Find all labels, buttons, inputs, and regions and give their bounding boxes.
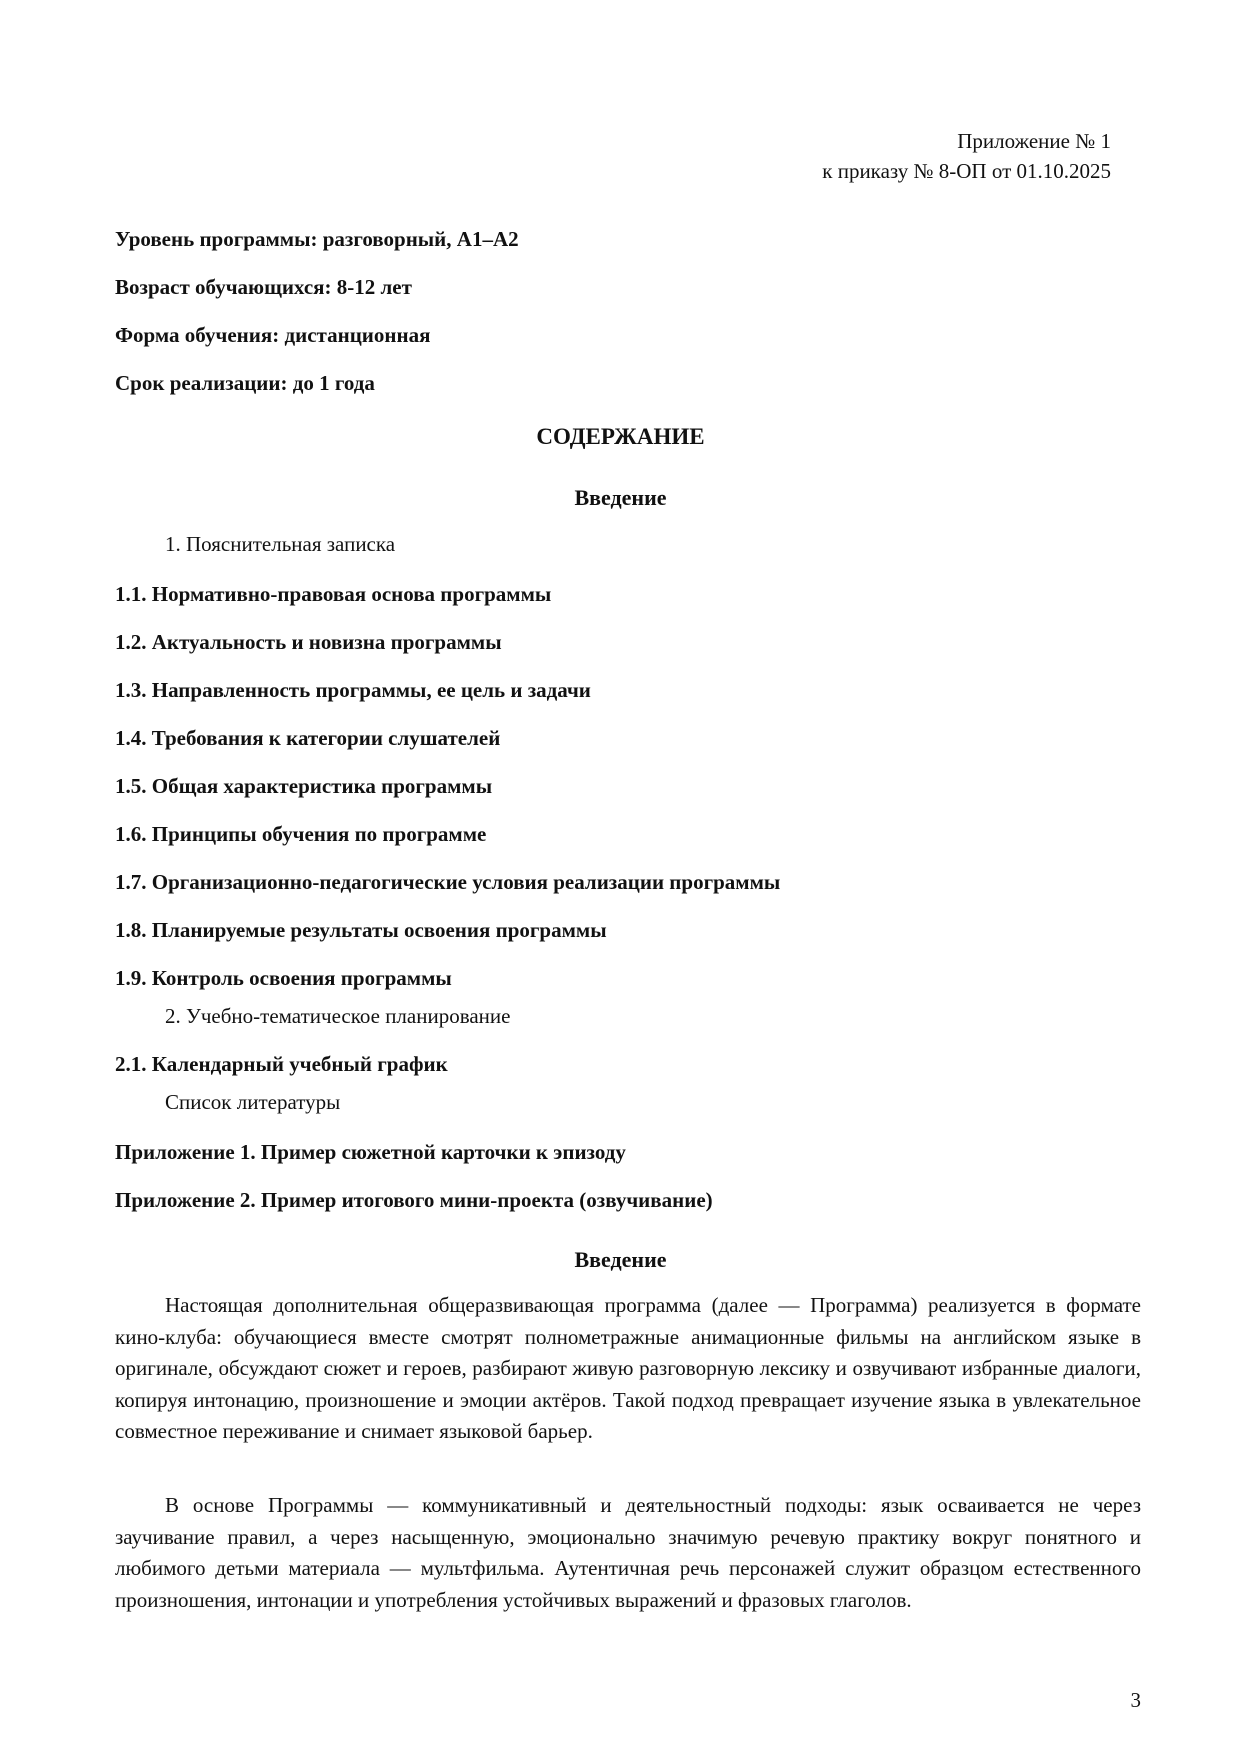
intro-paragraph-2: В основе Программы — коммуникативный и деятельностный подходы: язык осваивается не через заучивание правил, а через насыщенную, эмоционально значимую речевую практику вокруг понятного и любимого детьми материала — мультфильма. Аутентичная речь персонажей служит образцом естественного произношения, интонации и употребления устойчивых выражений и фразовых глаголов. bbox=[115, 1493, 1141, 1612]
toc-item: 1.3. Направленность программы, ее цель и задачи bbox=[115, 678, 591, 702]
toc-item: 1.6. Принципы обучения по программе bbox=[115, 822, 487, 846]
toc-item: 2. Учебно-тематическое планирование bbox=[165, 1004, 511, 1028]
toc-item: 1. Пояснительная записка bbox=[165, 532, 396, 556]
toc-item: 1.1. Нормативно-правовая основа программы bbox=[115, 582, 552, 606]
toc-item: Приложение 1. Пример сюжетной карточки к эпизоду bbox=[115, 1140, 626, 1164]
toc-item: 1.9. Контроль освоения программы bbox=[115, 966, 452, 990]
toc-title: СОДЕРЖАНИЕ bbox=[536, 424, 705, 449]
toc-item: 1.2. Актуальность и новизна программы bbox=[115, 630, 502, 654]
toc-item: Список литературы bbox=[165, 1090, 341, 1114]
program-meta bbox=[115, 219, 519, 411]
student-age: Возраст обучающихся: 8-12 лет bbox=[115, 275, 412, 299]
toc-item: Приложение 2. Пример итогового мини-проекта (озвучивание) bbox=[115, 1188, 713, 1212]
toc-item: 2.1. Календарный учебный график bbox=[115, 1052, 448, 1076]
study-form: Форма обучения: дистанционная bbox=[115, 323, 431, 347]
toc-item: 1.4. Требования к категории слушателей bbox=[115, 726, 501, 750]
toc-item: 1.7. Организационно-педагогические условия реализации программы bbox=[115, 870, 781, 894]
intro-paragraph-1: Настоящая дополнительная общеразвивающая программа (далее — Программа) реализуется в формате кино-клуба: обучающиеся вместе смотрят полнометражные анимационные фильмы на английском языке в оригинале, обсуждают сюжет и героев, разбирают живую разговорную лексику и озвучивают избранные диалоги, копируя интонацию, произношение и эмоции актёров. Такой подход превращает изучение языка в увлекательное совместное переживание и снимает языковой барьер. bbox=[115, 1293, 1141, 1443]
toc-item: 1.8. Планируемые результаты освоения программы bbox=[115, 918, 607, 942]
annex-line-2: к приказу № 8-ОП от 01.10.2025 bbox=[822, 159, 1111, 183]
annex-line-1: Приложение № 1 bbox=[957, 129, 1111, 153]
page-number: 3 bbox=[1130, 1688, 1141, 1712]
program-level: Уровень программы: разговорный, А1–А2 bbox=[115, 227, 519, 251]
implementation-term: Срок реализации: до 1 года bbox=[115, 371, 375, 395]
annex-reference bbox=[822, 126, 1111, 186]
introduction-heading: Введение bbox=[574, 1247, 667, 1272]
toc-item: 1.5. Общая характеристика программы bbox=[115, 774, 493, 798]
toc-intro-heading: Введение bbox=[574, 485, 667, 510]
